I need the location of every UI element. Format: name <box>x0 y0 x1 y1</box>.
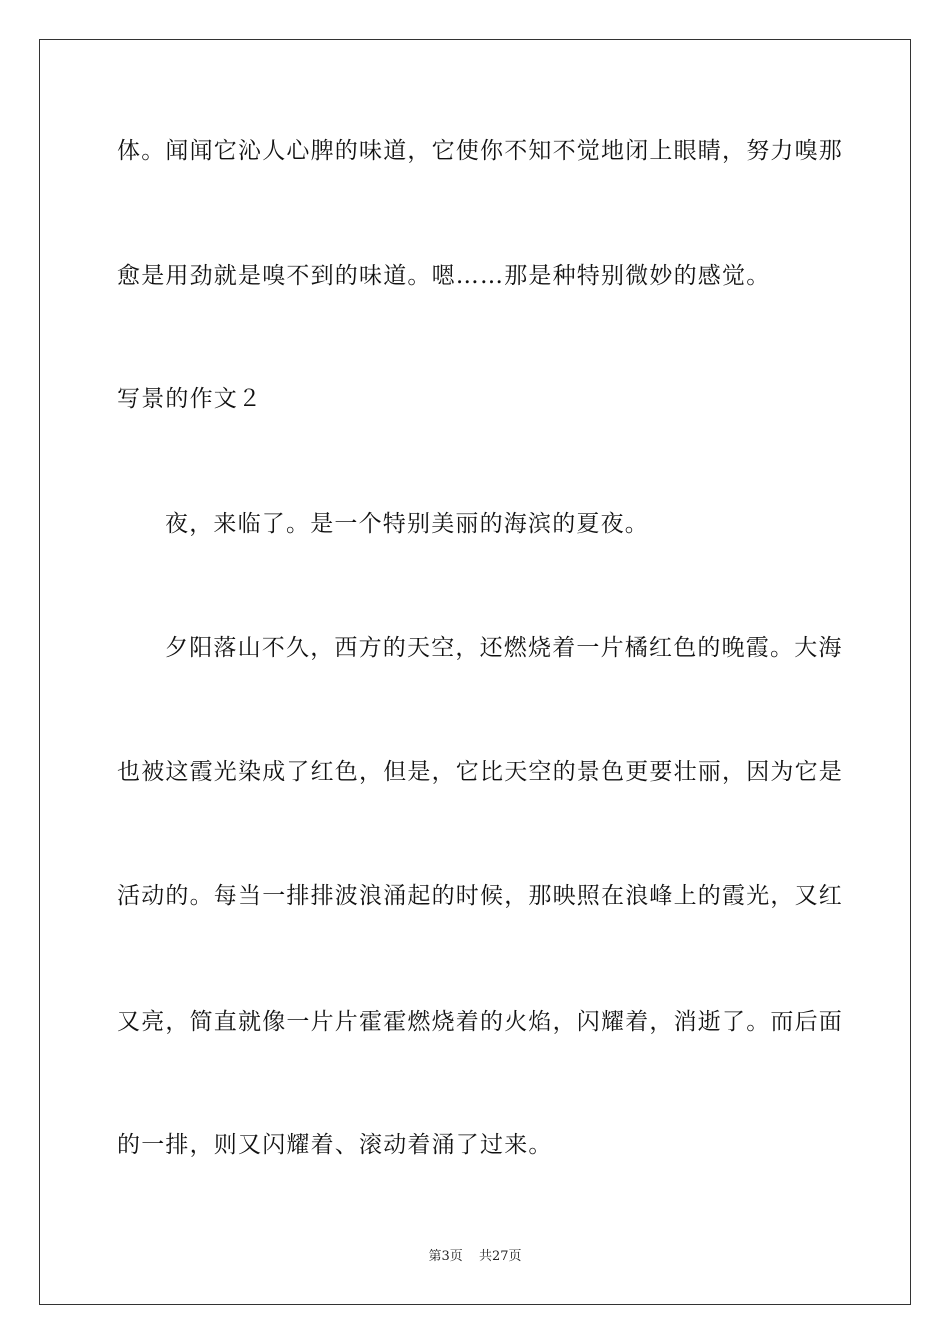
page-number-current: 第3页 <box>428 1249 463 1264</box>
text-line-1: 体。闻闻它沁人心脾的味道，它使你不知不觉地闭上眼睛，努力嗅那 <box>117 138 843 164</box>
page-footer <box>0 1248 950 1266</box>
paragraph-2-line-3: 活动的。每当一排排波浪涌起的时候，那映照在浪峰上的霞光，又红 <box>117 883 843 909</box>
page-number-total: 共27页 <box>478 1249 522 1264</box>
text-line-2: 愈是用劲就是嗅不到的味道。嗯……那是种特别微妙的感觉。 <box>117 263 771 289</box>
paragraph-2-line-2: 也被这霞光染成了红色，但是，它比天空的景色更要壮丽，因为它是 <box>117 759 843 785</box>
paragraph-2-line-5: 的一排，则又闪耀着、滚动着涌了过来。 <box>117 1132 553 1158</box>
paragraph-2-line-4: 又亮，简直就像一片片霍霍燃烧着的火焰，闪耀着，消逝了。而后面 <box>117 1009 843 1035</box>
paragraph-1-line-1: 夜，来临了。是一个特别美丽的海滨的夏夜。 <box>165 511 649 537</box>
section-heading: 写景的作文２ <box>117 386 263 412</box>
paragraph-2-line-1: 夕阳落山不久，西方的天空，还燃烧着一片橘红色的晚霞。大海 <box>165 635 843 661</box>
page-frame <box>39 39 911 1305</box>
